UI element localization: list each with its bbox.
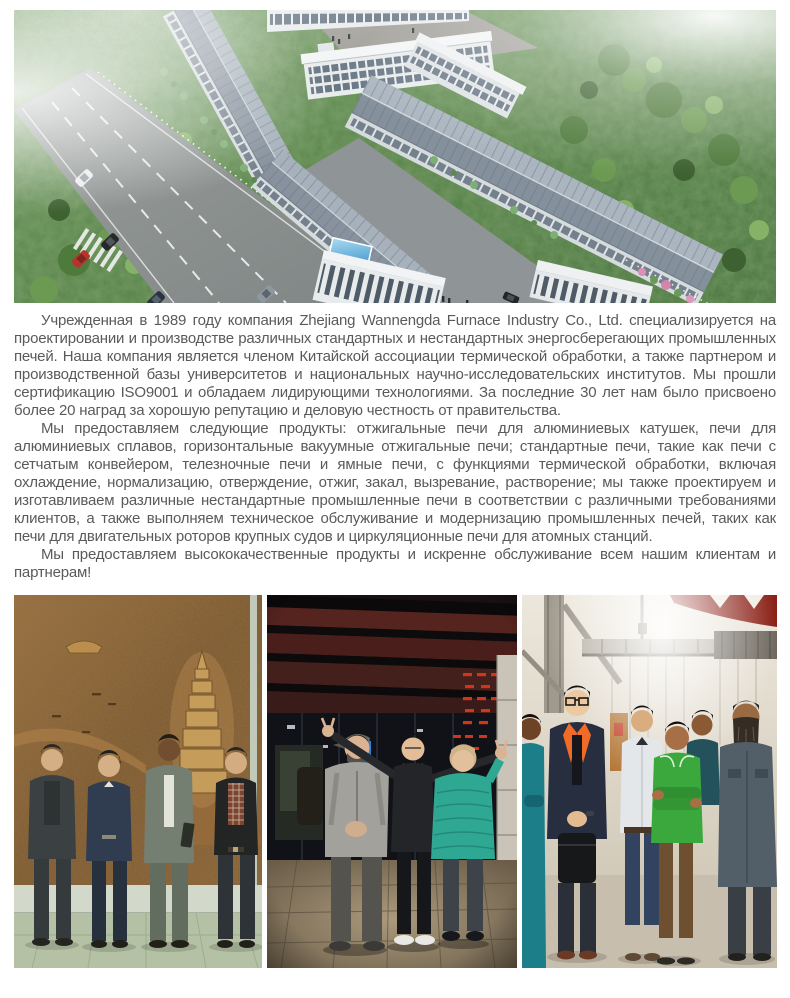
night-group-illustration <box>267 595 517 968</box>
delegation-mural-illustration <box>14 595 262 968</box>
factory-aerial-illustration <box>14 10 776 303</box>
photo-delegation-mural <box>14 595 262 968</box>
hero-image-factory-aerial <box>14 10 776 303</box>
paragraph-company-history: Учрежденная в 1989 году компания Zhejiang Wannengda Furnace Industry Co., Ltd. специализируется на проектировании и производстве различных стандартных и нестандартных энергосберегающих промышленных печей. Наша компания является членом Китайской ассоциации термической обработки, а также партнером и производственной базы университетов и национальных научно-исследовательских институтов. Мы прошли сертификацию ISO9001 и обладаем лидирующими технологиями. За последние 30 лет нам было присвоено более 20 наград за хорошую репутацию и деловую честность от правительства. <box>14 312 776 419</box>
workshop-group-illustration <box>522 595 777 968</box>
man-in-teal-shirt <box>522 714 546 968</box>
paragraph-products: Мы предоставляем следующие продукты: отжигальные печи для алюминиевых катушек, печи для алюминиевых сплавов, горизонтальные вакуумные отжигальные печи; стандартные печи, такие как печи с сетчатым конвейером, телезночные печи и ямные печи, с функциями термической обработки, включая охлаждение, нормализацию, отверждение, отжиг, закал, вызревание, растворение; мы также проектируем и изготавливаем различные нестандартные промышленные печи в соответствии с различными требованиями клиентов, а также выполняем техническое обслуживание и модернизацию промышленных печей, таких как печи для двигательных роторов крупных судов и циркуляционные печи для атомных станций. <box>14 420 776 545</box>
photo-night-group <box>267 595 517 968</box>
photo-workshop-group <box>522 595 777 968</box>
black-bag <box>558 833 596 883</box>
photo-gallery <box>14 595 776 968</box>
company-description <box>14 312 776 582</box>
paragraph-service-promise: Мы предоставляем высококачественные продукты и искренне обслуживание всем нашим клиентам и партнерам! <box>14 546 776 581</box>
